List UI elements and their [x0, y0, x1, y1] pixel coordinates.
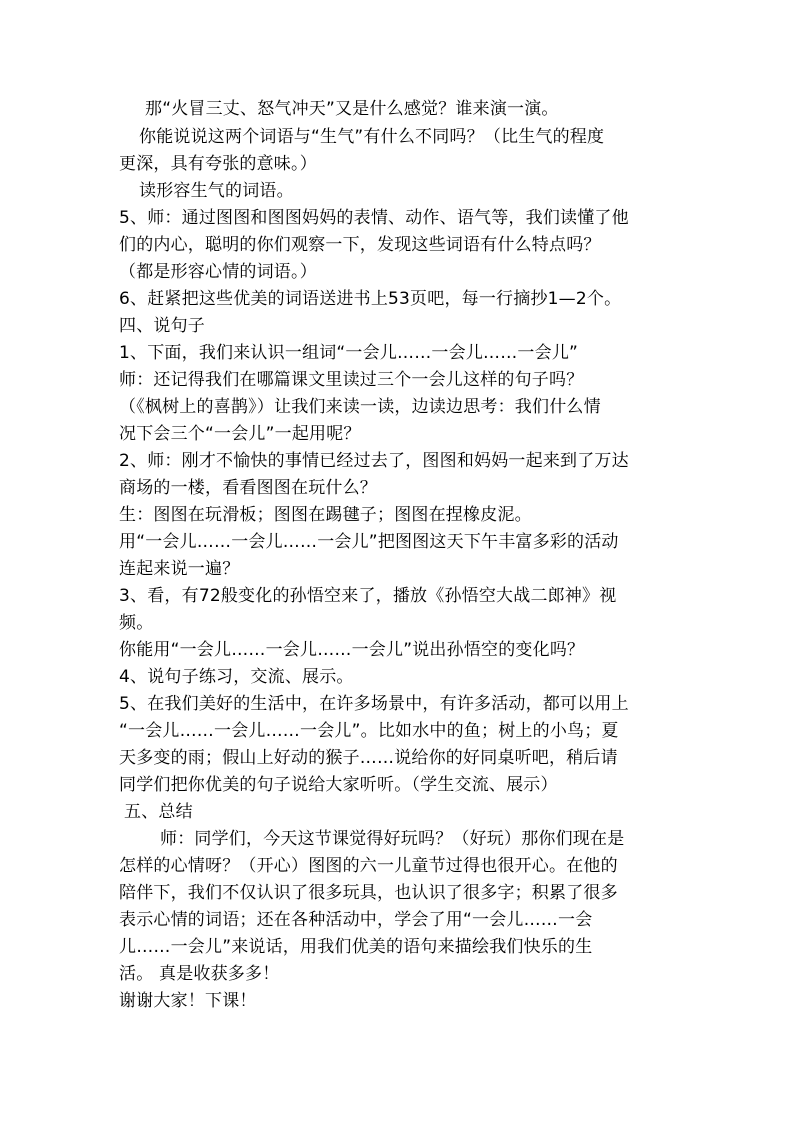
text-line: 况下会三个“一会儿”一起用呢？ — [119, 424, 361, 444]
text-line: 4、说句子练习，交流、展示。 — [119, 667, 354, 687]
text-line: 谢谢大家！下课！ — [119, 991, 257, 1011]
text-line: 更深，具有夸张的意味。） — [119, 154, 317, 174]
text-line: 商场的一楼，看看图图在玩什么？ — [119, 478, 377, 498]
text-line: 2、师：刚才不愉快的事情已经过去了，图图和妈妈一起来到了万达 — [119, 451, 629, 471]
text-line: 生：图图在玩滑板；图图在踢毽子；图图在捏橡皮泥。 — [119, 505, 532, 525]
text-line: 那“火冒三丈、怒气冲天”又是什么感觉？谁来演一演。 — [145, 99, 559, 119]
text-line: 天多变的雨；假山上好动的猴子……说给你的好同桌听吧，稍后请 — [119, 748, 618, 768]
text-line: 怎样的心情呀？（开心）图图的六一儿童节过得也很开心。在他的 — [119, 856, 618, 876]
text-line: 读形容生气的词语。 — [139, 181, 294, 201]
text-line: “一会儿……一会儿……一会儿”。比如水中的鱼；树上的小鸟；夏 — [119, 721, 619, 741]
text-line: 频。 — [119, 613, 154, 633]
text-line: 陪伴下，我们不仅认识了很多玩具，也认识了很多字；积累了很多 — [119, 883, 618, 903]
text-line: 1、下面，我们来认识一组词“一会儿……一会儿……一会儿” — [119, 343, 579, 363]
text-line: 你能说说这两个词语与“生气”有什么不同吗？（比生气的程度 — [139, 127, 605, 147]
text-line: 用“一会儿……一会儿……一会儿”把图图这天下午丰富多彩的活动 — [119, 532, 619, 552]
text-line: 们的内心，聪明的你们观察一下，发现这些词语有什么特点吗？ — [119, 235, 601, 255]
text-line: （都是形容心情的词语。） — [119, 262, 317, 282]
text-line: 师：还记得我们在哪篇课文里读过三个一会儿这样的句子吗？ — [119, 370, 584, 390]
text-line: 师：同学们，今天这节课觉得好玩吗？（好玩）那你们现在是 — [160, 829, 625, 849]
text-line: 5、在我们美好的生活中，在许多场景中，有许多活动，都可以用上 — [119, 694, 629, 714]
text-line: 5、师：通过图图和图图妈妈的表情、动作、语气等，我们读懂了他 — [119, 208, 629, 228]
text-line: 连起来说一遍？ — [119, 559, 240, 579]
text-line: 6、赶紧把这些优美的词语送进书上53页吧，每一行摘抄1—2个。 — [119, 289, 622, 309]
text-line: （《枫树上的喜鹊》）让我们来读一读，边读边思考：我们什么情 — [119, 397, 601, 417]
text-line: 同学们把你优美的句子说给大家听听。（学生交流、展示） — [119, 775, 558, 795]
section-heading: 四、说句子 — [119, 316, 205, 336]
text-line: 儿……一会儿”来说话，用我们优美的语句来描绘我们快乐的生 — [119, 937, 593, 957]
text-line: 你能用“一会儿……一会儿……一会儿”说出孙悟空的变化吗？ — [119, 640, 585, 660]
text-line: 活。 真是收获多多！ — [119, 964, 280, 984]
text-line: 3、看，有72般变化的孙悟空来了，播放《孙悟空大战二郎神》视 — [119, 586, 617, 606]
text-line: 表示心情的词语；还在各种活动中，学会了用“一会儿……一会 — [119, 910, 593, 930]
section-heading: 五、总结 — [124, 802, 193, 822]
